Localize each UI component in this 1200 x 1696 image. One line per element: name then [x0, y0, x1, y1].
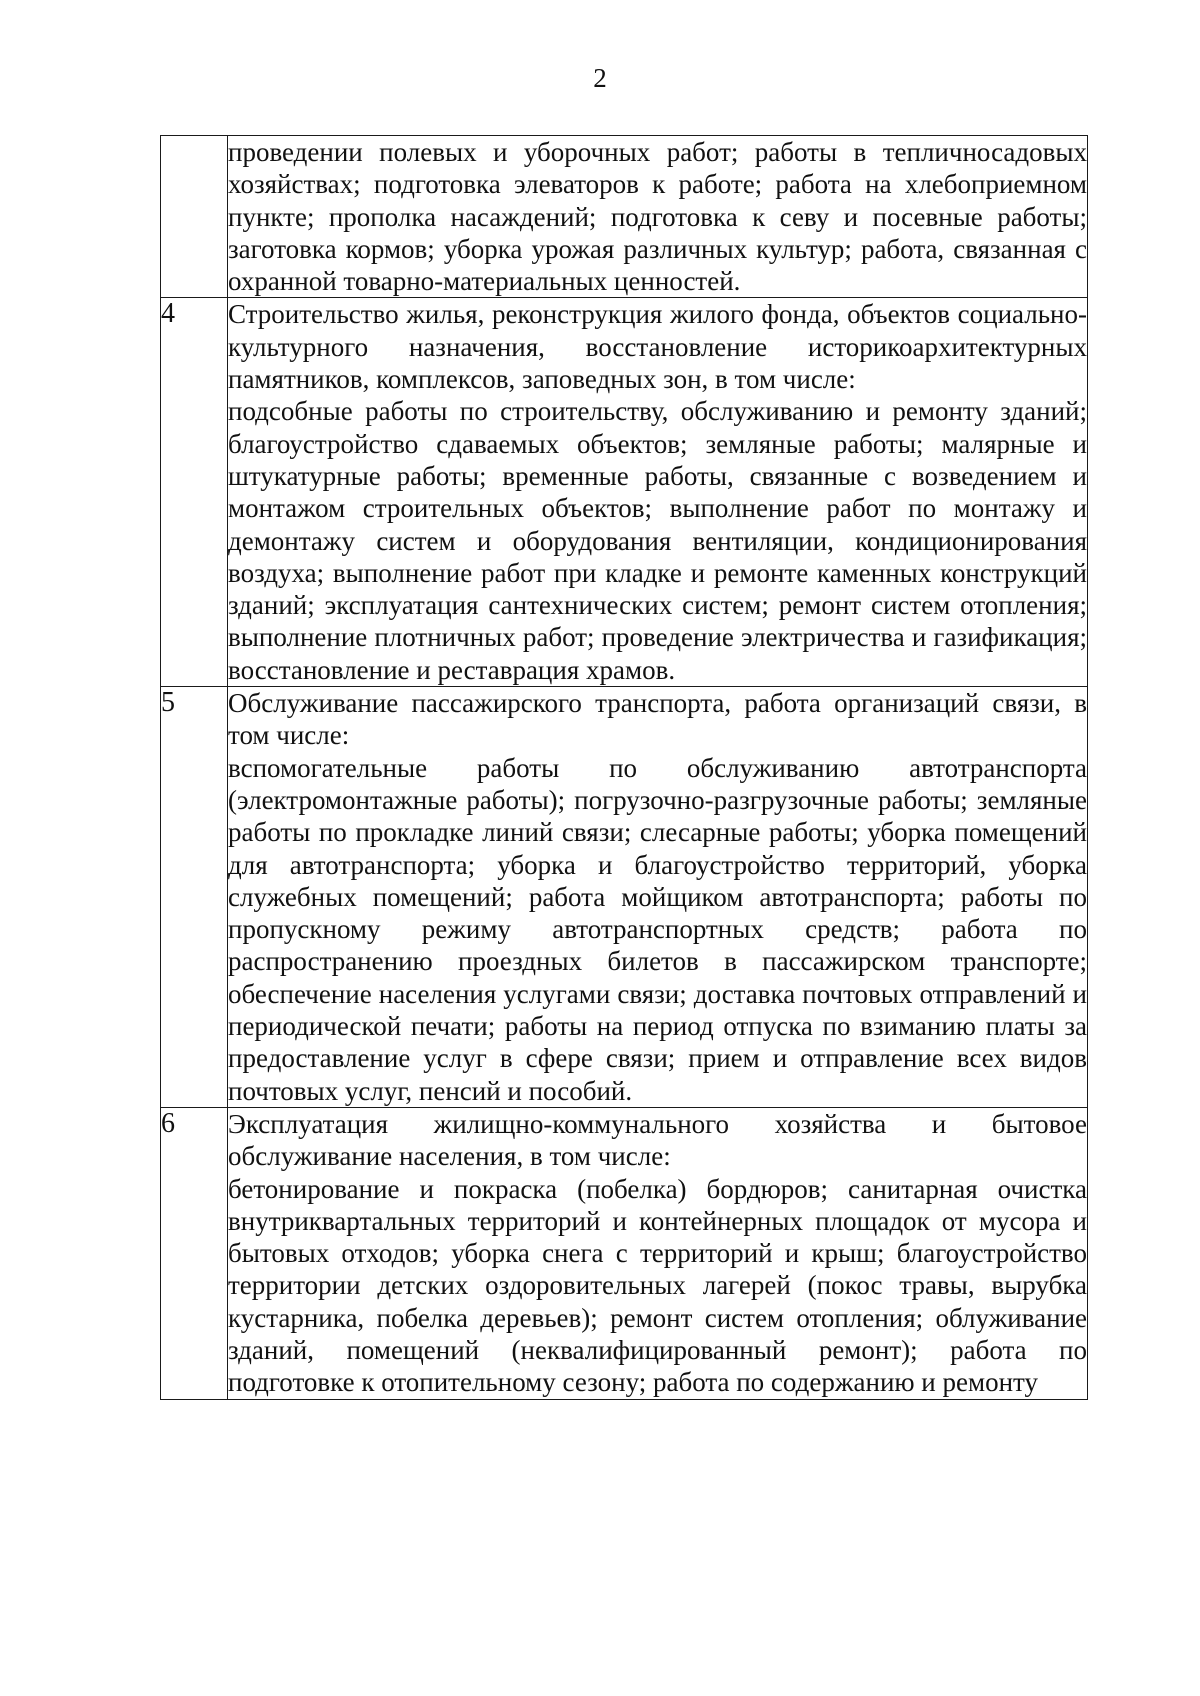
- activities-table: [160, 135, 1088, 1400]
- row-text-cell: [228, 1107, 1088, 1399]
- row-number-cell: 4: [161, 298, 228, 687]
- row-text-cell: [228, 298, 1088, 687]
- row-text: Эксплуатация жилищно-коммунального хозяйства и бытовое обслуживание населения, в том числе: бетонирование и покраска (побелка) бордюров; санитарная очистка внутриквартальных территорий и контейнерных площадок от мусора и бытовых отходов; уборка снега с территорий и крыш; благоустройство территории детских оздоровительных лагерей (покос травы, вырубка кустарника, побелка деревьев); ремонт систем отопления; облуживание зданий, помещений (неквалифицированный ремонт); работа по подготовке к отопительному сезону; работа по содержанию и ремонту: [228, 1108, 1087, 1398]
- page-number: 2: [593, 63, 607, 93]
- table-row: [161, 136, 1088, 298]
- row-text-cell: [228, 687, 1088, 1108]
- row-number-cell: [161, 136, 228, 298]
- table-row: [161, 687, 1088, 1108]
- table-row: [161, 298, 1088, 687]
- row-text: Обслуживание пассажирского транспорта, работа организаций связи, в том числе: вспомогательные работы по обслуживанию автотранспорта (электромонтажные работы); погрузочно-разгрузочные работы; земляные работы по прокладке линий связи; слесарные работы; уборка помещений для автотранспорта; уборка и благоустройство территорий, уборка служебных помещений; работа мойщиком автотранспорта; работы по пропускному режиму автотранспортных средств; работа по распространению проездных билетов в пассажирском транспорте; обеспечение населения услугами связи; доставка почтовых отправлений и периодической печати; работы на период отпуска по взиманию платы за предоставление услуг в сфере связи; прием и отправление всех видов почтовых услуг, пенсий и пособий.: [228, 688, 1087, 1106]
- table-row: [161, 1107, 1088, 1399]
- row-text-cell: [228, 136, 1088, 298]
- row-number-cell: 6: [161, 1107, 228, 1399]
- row-number-cell: 5: [161, 687, 228, 1108]
- row-text: Строительство жилья, реконструкция жилого фонда, объектов социально-культурного назначения, восстановление историкоархитектурных памятников, комплексов, заповедных зон, в том числе: подсобные работы по строительству, обслуживанию и ремонту зданий; благоустройство сдаваемых объектов; земляные работы; малярные и штукатурные работы; временные работы, связанные с возведением и монтажом строительных объектов; выполнение работ по монтажу и демонтажу систем и оборудования вентиляции, кондиционирования воздуха; выполнение работ при кладке и ремонте каменных конструкций зданий; эксплуатация сантехнических систем; ремонт систем отопления; выполнение плотничных работ; проведение электричества и газификация; восстановление и реставрация храмов.: [228, 299, 1087, 685]
- row-text: проведении полевых и уборочных работ; работы в тепличносадовых хозяйствах; подготовка элеваторов к работе; работа на хлебоприемном пункте; прополка насаждений; подготовка к севу и посевные работы; заготовка кормов; уборка урожая различных культур; работа, связанная с охранной товарно-материальных ценностей.: [228, 137, 1087, 297]
